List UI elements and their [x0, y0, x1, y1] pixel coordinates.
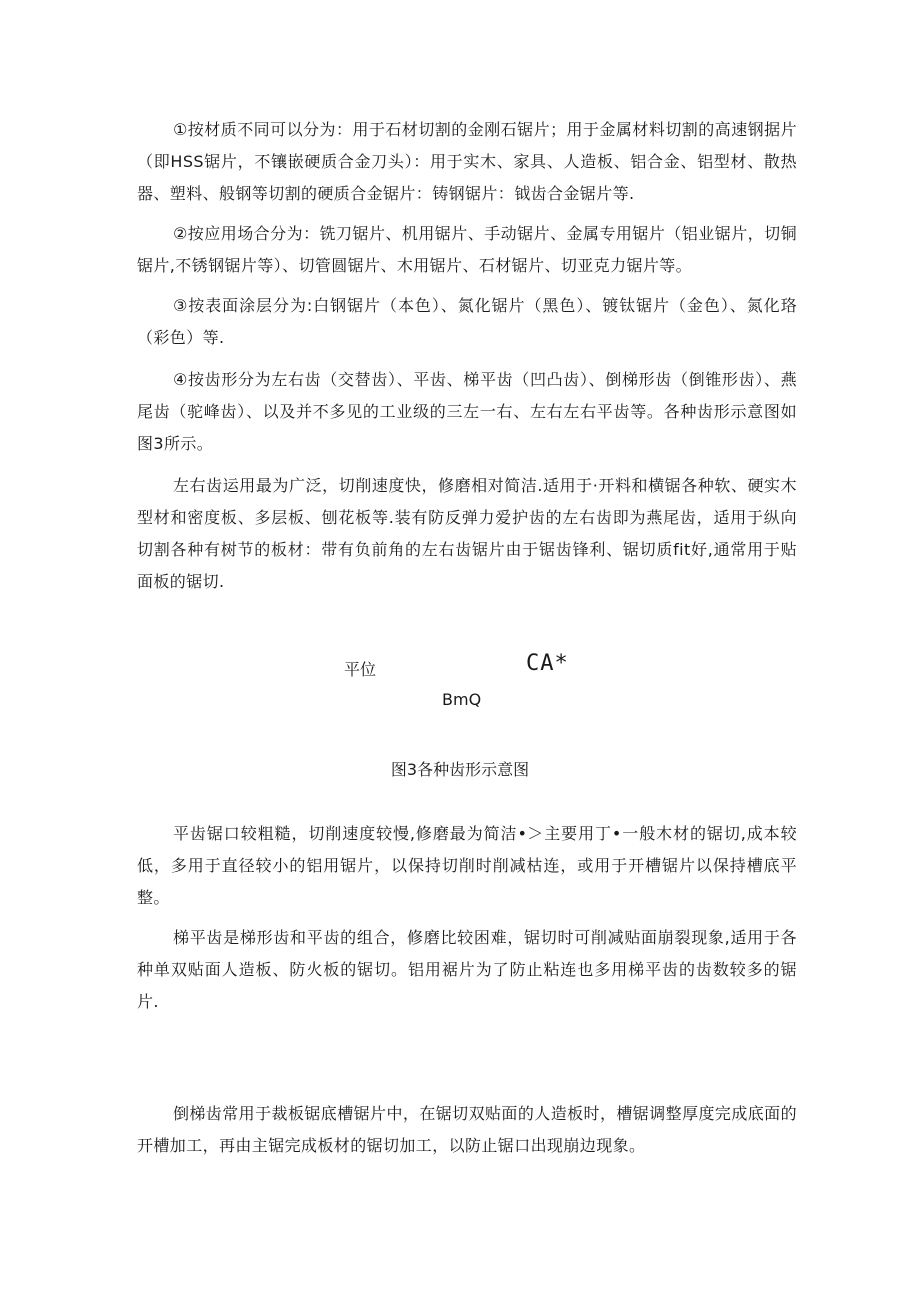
paragraph-application-classification: ②按应用场合分为：铣刀锯片、机用锯片、手动锯片、金属专用锯片（铝业锯片，切铜锯片,不锈钢锯片等）、切管圆锯片、木用锯片、石材锯片、切亚克力锯片等。 [137, 224, 797, 275]
paragraph-inverted-trapezoid-teeth: 倒梯齿常用于裁板锯底槽锯片中，在锯切双贴面的人造板时，槽锯调整厚度完成底面的开槽加工，再由主锯完成板材的锯切加工，以防止锯口出现崩边现象。 [137, 1104, 797, 1155]
paragraph-tooth-shape-classification: ④按齿形分为左右齿（交替齿）、平齿、梯平齿（凹凸齿）、倒梯形齿（倒锥形齿）、燕尾齿（驼峰齿）、以及并不多见的工业级的三左一右、左右左右平齿等。各种齿形示意图如图3所示。 [137, 370, 797, 453]
paragraph-trapezoid-flat-teeth: 梯平齿是梯形齿和平齿的组合，修磨比较困难，锯切时可削减贴面崩裂现象,适用于各种单双贴面人造板、防火板的锯切。铝用裾片为了防止粘连也多用梯平齿的齿数较多的锯片. [137, 928, 797, 1011]
paragraph-alternate-teeth: 左右齿运用最为广泛，切削速度快，修磨相对简洁.适用于·开料和横锯各种软、硬实木型材和密度板、多层板、刨花板等.装有防反弹力爱护齿的左右齿即为燕尾齿，适用于纵向切割各种有树节的板材：带有负前角的左右齿锯片由于锯齿锋利、锯切质fit好,通常用于贴面板的锯切. [137, 476, 797, 591]
paragraph-material-classification: ①按材质不同可以分为：用于石材切割的金刚石锯片；用于金属材料切割的高速钢据片（即HSS锯片，不镶嵌硬质合金刀头）：用于实木、家具、人造板、铝合金、铝型材、散热器、塑料、般钢等切割的硬质合金锯片：铸钢锯片：钺齿合金锯片等. [137, 120, 797, 203]
paragraph-coating-classification: ③按表面涂层分为:白钢锯片（本色）、氮化锯片（黑色）、镀钛锯片（金色）、氮化珞（彩色）等. [137, 296, 797, 347]
paragraph-flat-teeth: 平齿锯口较粗糙，切削速度较慢,修磨最为简洁•＞主要用丁•一般木材的锯切,成本较低，多用于直径较小的铝用锯片，以保持切削时削减枯连，或用于开槽锯片以保持槽底平整。 [137, 824, 797, 907]
figure-caption: 图3各种齿形示意图 [390, 760, 530, 779]
figure-label-bmq: BmQ [442, 690, 482, 709]
figure-label-flat-tooth: 平位 [344, 660, 377, 679]
figure-label-ca: CA* [526, 651, 569, 676]
